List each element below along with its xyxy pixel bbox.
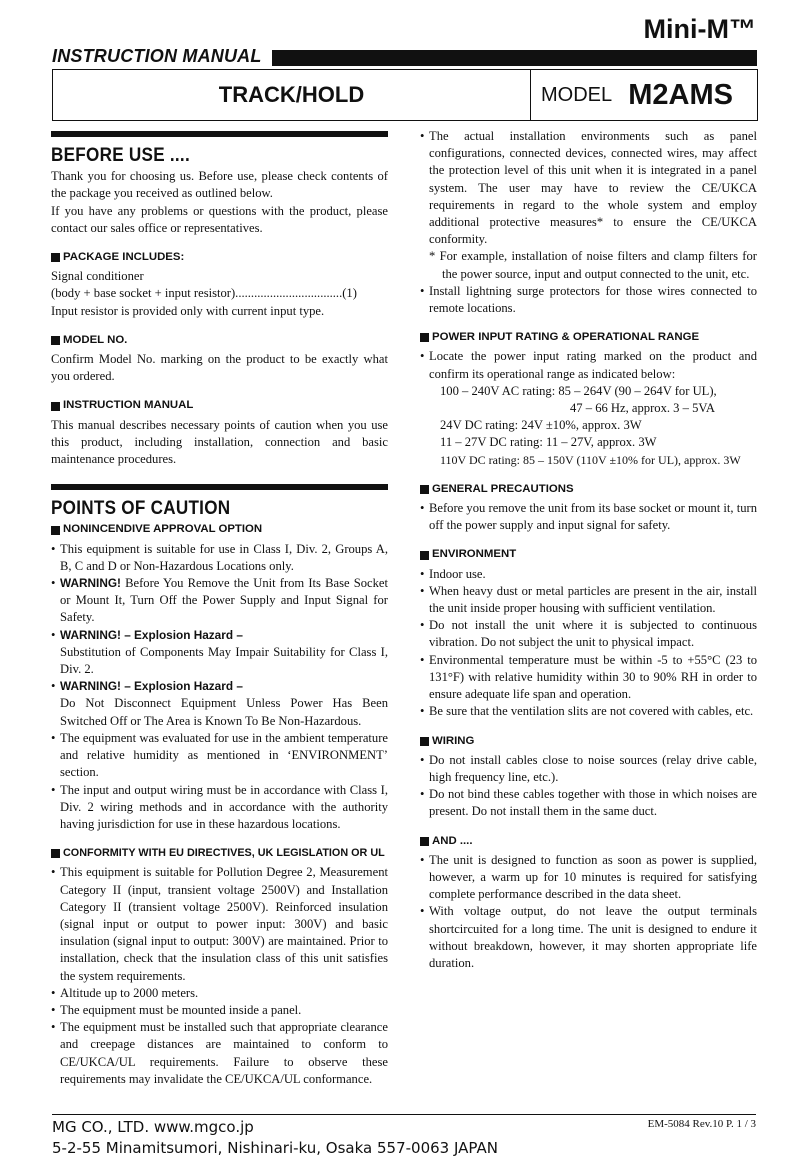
model-no-text: Confirm Model No. marking on the product to be exactly what you ordered. <box>51 352 388 384</box>
brand-name: Mini-M™ <box>643 14 756 44</box>
list-item: • Do not install the unit where it is subjected to continuous vibration. Do not subject the unit to physical impact. <box>420 617 757 651</box>
list-item: • WARNING! Before You Remove the Unit from Its Base Socket or Mount It, Turn Off the Power Supply and Input Signal for Safety. <box>51 575 388 627</box>
warning-text: Substitution of Components May Impair Suitability for Class I, Div. 2. <box>60 644 388 677</box>
eu-conformity-heading: CONFORMITY WITH EU DIRECTIVES, UK LEGISLATION OR UL <box>51 845 388 862</box>
square-bullet-icon <box>420 551 429 560</box>
list-item: • The equipment was evaluated for use in the ambient temperature and relative humidity as mentioned in ‘ENVIRONMENT’ section. <box>51 730 388 782</box>
square-bullet-icon <box>51 526 60 535</box>
footer-doc-code: EM-5084 Rev.10 P. 1 / 3 <box>647 1118 756 1130</box>
package-line: Input resistor is provided only with current input type. <box>51 303 325 318</box>
rating-line: 47 – 66 Hz, approx. 3 – 5VA <box>570 401 715 416</box>
rating-line: 11 – 27V DC rating: 11 – 27V, approx. 3W <box>440 435 657 450</box>
warning-label: WARNING! – Explosion Hazard – <box>60 679 243 694</box>
intro-paragraph: Thank you for choosing us. Before use, please check contents of the package you received as outlined below. <box>51 169 388 201</box>
manual-bar <box>52 46 757 66</box>
rating-line: 110V DC rating: 85 – 150V (110V ±10% for UL), approx. 3W <box>440 452 741 467</box>
and-heading: AND .... <box>420 833 757 850</box>
footnote: * For example, installation of noise filters and clamp filters for the power source, input and output connected to the unit, etc. <box>429 249 757 281</box>
general-precautions-heading: GENERAL PRECAUTIONS <box>420 481 757 498</box>
square-bullet-icon <box>420 485 429 494</box>
list-item <box>51 678 388 695</box>
list-item: • The actual installation environments such as panel configurations, connected devices, connected wires, may affect the protection level of this unit when it is integrated in a panel system. The user may have to review the CE/UKCA requirements in regard to the whole system and employ additional protective measures* to ensure the CE/UKCA conformity. <box>420 128 757 248</box>
list-item: • Altitude up to 2000 meters. <box>51 985 388 1002</box>
rating-line: 24V DC rating: 24V ±10%, approx. 3W <box>440 418 642 433</box>
list-item <box>51 627 388 644</box>
section-rule <box>51 484 388 490</box>
list-item: • Install lightning surge protectors for those wires connected to remote locations. <box>420 283 757 317</box>
square-bullet-icon <box>51 849 60 858</box>
manual-rule <box>272 50 757 66</box>
instruction-manual-text: This manual describes necessary points of caution when you use this product, including installation, connection and basic maintenance procedures. <box>51 417 388 467</box>
list-item: • Before you remove the unit from its base socket or mount it, turn off the power supply and input signal for safety. <box>420 500 757 534</box>
list-item: • The input and output wiring must be in accordance with Class I, Div. 2 wiring methods and in accordance with the authority having jurisdiction for use in these hazardous locations. <box>51 782 388 834</box>
list-item: • Do not bind these cables together with those in which noises are present. Do not install them in the same duct. <box>420 786 757 820</box>
square-bullet-icon <box>51 402 60 411</box>
before-use-heading: BEFORE USE .... <box>51 145 190 166</box>
wiring-heading: WIRING <box>420 733 757 750</box>
square-bullet-icon <box>420 333 429 342</box>
left-column <box>51 128 388 1088</box>
footer-address: 5-2-55 Minamitsumori, Nishinari-ku, Osaka 557-0063 JAPAN <box>52 1139 498 1157</box>
points-of-caution-heading: POINTS OF CAUTION <box>51 498 231 520</box>
model-label: MODEL <box>541 84 613 106</box>
instruction-manual-heading: INSTRUCTION MANUAL <box>51 397 388 414</box>
model-no-heading: MODEL NO. <box>51 332 388 349</box>
square-bullet-icon <box>420 737 429 746</box>
list-item: • Locate the power input rating marked on the product and confirm its operational range as indicated below: <box>420 348 757 382</box>
footer-rule <box>52 1114 756 1115</box>
power-heading: POWER INPUT RATING & OPERATIONAL RANGE <box>420 329 757 346</box>
manual-title: INSTRUCTION MANUAL <box>52 46 262 66</box>
list-item: • Do not install cables close to noise sources (relay drive cable, high frequency line, etc.). <box>420 752 757 786</box>
list-item: • This equipment is suitable for use in Class I, Div. 2, Groups A, B, C and D or Non-Hazardous Locations only. <box>51 541 388 575</box>
list-item: • When heavy dust or metal particles are present in the air, install the unit inside proper housing with sufficient ventilation. <box>420 583 757 617</box>
intro-paragraph: If you have any problems or questions with the product, please contact our sales office or representatives. <box>51 203 388 235</box>
square-bullet-icon <box>420 837 429 846</box>
list-item: • This equipment is suitable for Pollution Degree 2, Measurement Category II (input, transient voltage 2500V) and Installation Category II (transient voltage 2500V). Reinforced insulation (signal input or output to power input: 300V) and basic insulation (signal input to output: 300V) are maintained. Prior to installation, check that the insulation class of this unit satisfies the system requirements. <box>51 864 388 984</box>
right-column <box>420 128 757 972</box>
doc-title: TRACK/HOLD <box>218 82 365 107</box>
list-item: • The equipment must be installed such that appropriate clearance and creepage distances are maintained to conform to CE/UKCA/UL requirements. Failure to observe these requirements may invalidate the CE/UKCA/UL conformance. <box>51 1019 388 1088</box>
footer-company: MG CO., LTD. www.mgco.jp <box>52 1118 254 1136</box>
nonincendive-heading: NONINCENDIVE APPROVAL OPTION <box>51 521 388 538</box>
warning-label: WARNING! – Explosion Hazard – <box>60 627 243 642</box>
rating-line: 100 – 240V AC rating: 85 – 264V (90 – 264V for UL), <box>440 383 717 398</box>
square-bullet-icon <box>51 336 60 345</box>
package-line: Signal conditioner <box>51 269 144 284</box>
list-item: • Be sure that the ventilation slits are not covered with cables, etc. <box>420 703 757 720</box>
model-cell <box>530 70 757 120</box>
square-bullet-icon <box>51 253 60 262</box>
list-item: • Indoor use. <box>420 566 757 583</box>
list-item: • The unit is designed to function as soon as power is supplied, however, a warm up for 10 minutes is required for satisfying complete performance described in the data sheet. <box>420 852 757 904</box>
section-rule <box>51 131 388 137</box>
list-item: • The equipment must be mounted inside a panel. <box>51 1002 388 1019</box>
warning-label: WARNING! <box>60 576 121 591</box>
list-item: • Environmental temperature must be within -5 to +55°C (23 to 131°F) with relative humidity within 30 to 90% RH in order to ensure adequate life span and operation. <box>420 652 757 704</box>
environment-heading: ENVIRONMENT <box>420 546 757 563</box>
warning-text: Do Not Disconnect Equipment Unless Power Has Been Switched Off or The Area is Known To Be Non-Hazardous. <box>60 696 388 728</box>
package-heading: PACKAGE INCLUDES: <box>51 249 388 266</box>
model-code: M2AMS <box>628 79 733 111</box>
title-box <box>52 69 758 121</box>
list-item: • With voltage output, do not leave the output terminals shortcircuited for a long time. The unit is designed to endure it without breakdown, however, it may shorten appropriate life duration. <box>420 903 757 972</box>
package-line: (body + base socket + input resistor)..................................(1) <box>51 286 357 301</box>
